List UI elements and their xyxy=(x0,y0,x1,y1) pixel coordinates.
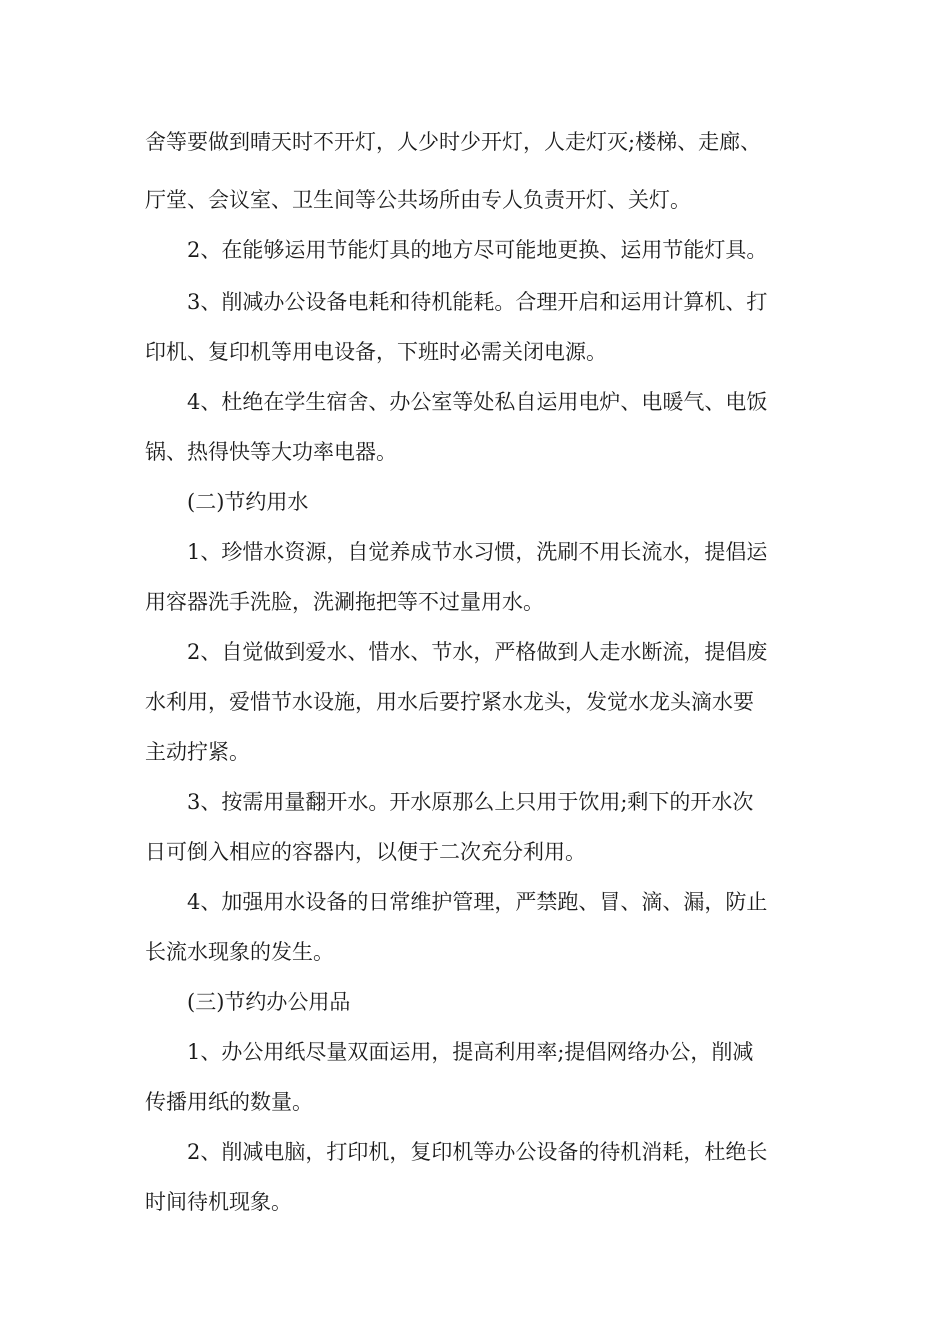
text-line: 主动拧紧。 xyxy=(145,740,250,764)
text-line: 4、加强用水设备的日常维护管理，严禁跑、冒、滴、漏，防止 xyxy=(187,890,768,914)
text-line: 长流水现象的发生。 xyxy=(145,940,334,964)
text-line: 2、削减电脑，打印机，复印机等办公设备的待机消耗，杜绝长 xyxy=(187,1140,768,1164)
text-line: 1、办公用纸尽量双面运用，提高利用率;提倡网络办公，削减 xyxy=(187,1040,754,1064)
text-line: 日可倒入相应的容器内，以便于二次充分利用。 xyxy=(145,840,586,864)
section-heading: (三)节约办公用品 xyxy=(187,990,351,1014)
text-line: 传播用纸的数量。 xyxy=(145,1090,313,1114)
text-line: 1、珍惜水资源，自觉养成节水习惯，洗刷不用长流水，提倡运 xyxy=(187,540,768,564)
text-line: 4、杜绝在学生宿舍、办公室等处私自运用电炉、电暖气、电饭 xyxy=(187,390,768,414)
text-line: 用容器洗手洗脸，洗涮拖把等不过量用水。 xyxy=(145,590,544,614)
section-heading: (二)节约用水 xyxy=(187,490,309,514)
text-line: 舍等要做到晴天时不开灯，人少时少开灯，人走灯灭;楼梯、走廊、 xyxy=(145,130,762,154)
text-line: 2、在能够运用节能灯具的地方尽可能地更换、运用节能灯具。 xyxy=(187,238,768,262)
text-line: 厅堂、会议室、卫生间等公共场所由专人负责开灯、关灯。 xyxy=(145,188,691,212)
text-line: 印机、复印机等用电设备，下班时必需关闭电源。 xyxy=(145,340,607,364)
text-line: 时间待机现象。 xyxy=(145,1190,292,1214)
text-line: 2、自觉做到爱水、惜水、节水，严格做到人走水断流，提倡废 xyxy=(187,640,768,664)
text-line: 锅、热得快等大功率电器。 xyxy=(145,440,397,464)
text-line: 水利用，爱惜节水设施，用水后要拧紧水龙头，发觉水龙头滴水要 xyxy=(145,690,754,714)
text-line: 3、按需用量翻开水。开水原那么上只用于饮用;剩下的开水次 xyxy=(187,790,754,814)
text-line: 3、削减办公设备电耗和待机能耗。合理开启和运用计算机、打 xyxy=(187,290,768,314)
